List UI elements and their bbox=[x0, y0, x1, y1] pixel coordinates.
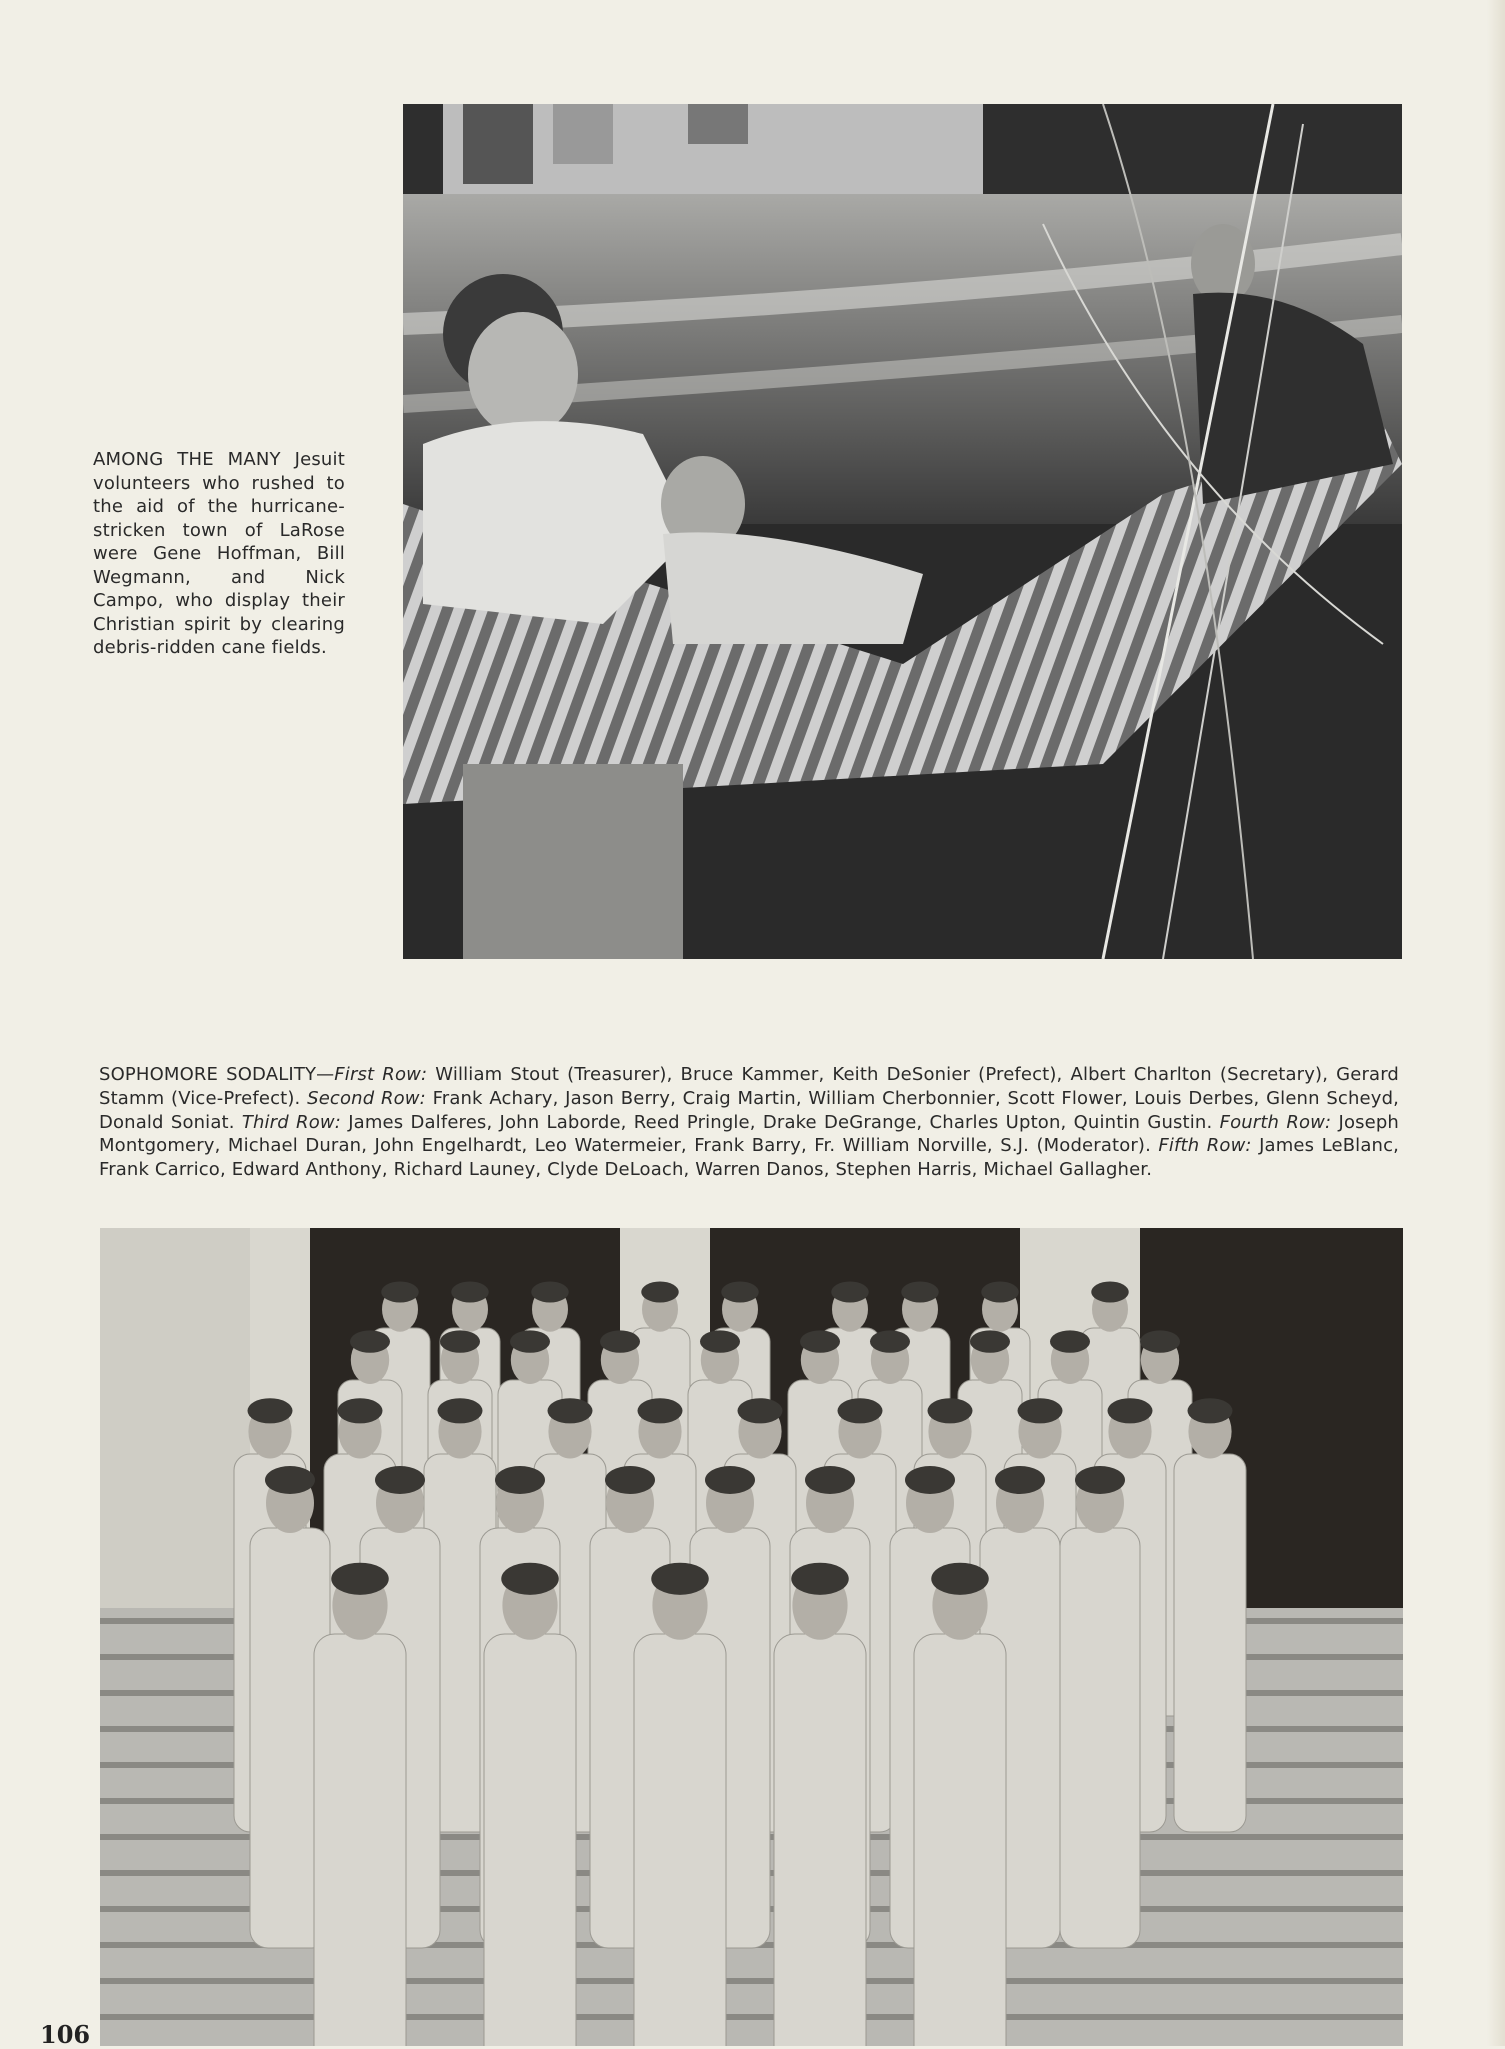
person-uniform bbox=[1060, 1528, 1140, 1948]
person-hair bbox=[451, 1282, 489, 1303]
person-hair bbox=[651, 1563, 709, 1595]
person-hair bbox=[350, 1330, 390, 1352]
row-label: First Row: bbox=[334, 1064, 428, 1085]
person-hair bbox=[1018, 1398, 1063, 1423]
person-hair bbox=[438, 1398, 483, 1423]
person-hair bbox=[381, 1282, 419, 1303]
person-uniform bbox=[484, 1634, 576, 2046]
person-hair bbox=[331, 1563, 389, 1595]
person-hair bbox=[338, 1398, 383, 1423]
row-names: Joseph Montgomery, Michael Duran, John Engelhardt, Leo Watermeier, Frank Barry, Fr. William Norville, S.J. (Moderator). bbox=[99, 1111, 1399, 1157]
person-hair bbox=[375, 1466, 425, 1494]
person-hair bbox=[440, 1330, 480, 1352]
person-hair bbox=[905, 1466, 955, 1494]
person-hair bbox=[531, 1282, 569, 1303]
person-uniform bbox=[1174, 1454, 1246, 1832]
person-uniform bbox=[314, 1634, 406, 2046]
caption-lead: AMONG THE MANY bbox=[93, 449, 281, 470]
page-edge bbox=[1487, 0, 1505, 2046]
caption-body: Jesuit volunteers who rushed to the aid of the hurricane-stricken town of LaRose were Gene Hoffman, Bill Wegmann, and Nick Campo, who display their Christian spirit by clearing debris-ridden cane fields. bbox=[93, 449, 345, 658]
person-hair bbox=[981, 1282, 1019, 1303]
person-hair bbox=[1091, 1282, 1129, 1303]
person-hair bbox=[721, 1282, 759, 1303]
caption-dash: — bbox=[316, 1064, 335, 1085]
person-uniform bbox=[774, 1634, 866, 2046]
person-hair bbox=[265, 1466, 315, 1494]
person-hair bbox=[1108, 1398, 1153, 1423]
top-photo-caption bbox=[93, 448, 345, 660]
person-hair bbox=[510, 1330, 550, 1352]
person-hair bbox=[831, 1282, 869, 1303]
person-hair bbox=[870, 1330, 910, 1352]
person-hair bbox=[495, 1466, 545, 1494]
person-hair bbox=[1050, 1330, 1090, 1352]
row-names: William Stout (Treasurer), Bruce Kammer, Keith DeSonier (Prefect), Albert Charlton (Secretary), Gerard Stamm (Vice-Prefect). bbox=[99, 1064, 1400, 1109]
person-uniform bbox=[634, 1634, 726, 2046]
row-names: Frank Achary, Jason Berry, Craig Martin, William Cherbonnier, Scott Flower, Louis Derbes, Glenn Scheyd, Donald Soniat. bbox=[99, 1087, 1400, 1133]
person-hair bbox=[1188, 1398, 1233, 1423]
person-hair bbox=[738, 1398, 783, 1423]
person-hair bbox=[705, 1466, 755, 1494]
sodality-group-photo bbox=[100, 1228, 1403, 2046]
person-hair bbox=[605, 1466, 655, 1494]
person-hair bbox=[838, 1398, 883, 1423]
person-hair bbox=[995, 1466, 1045, 1494]
person-hair bbox=[638, 1398, 683, 1423]
sodality-title: SOPHOMORE SODALITY bbox=[99, 1064, 317, 1085]
person-hair bbox=[548, 1398, 593, 1423]
person-hair bbox=[700, 1330, 740, 1352]
person-hair bbox=[970, 1330, 1010, 1352]
row-label: Second Row: bbox=[307, 1087, 426, 1109]
row-label: Third Row: bbox=[241, 1111, 341, 1133]
person-hair bbox=[800, 1330, 840, 1352]
person-hair bbox=[641, 1282, 679, 1303]
person-hair bbox=[791, 1563, 849, 1595]
row-label: Fifth Row: bbox=[1158, 1135, 1252, 1157]
volunteers-photo bbox=[403, 104, 1402, 959]
page-number: 106 bbox=[40, 2020, 91, 2049]
person-hair bbox=[931, 1563, 989, 1595]
row-names: James LeBlanc, Frank Carrico, Edward Anthony, Richard Launey, Clyde DeLoach, Warren Danos, Stephen Harris, Michael Gallagher. bbox=[99, 1135, 1399, 1181]
sodality-caption bbox=[99, 1063, 1399, 1182]
person-hair bbox=[501, 1563, 559, 1595]
person-uniform bbox=[914, 1634, 1006, 2046]
person-hair bbox=[901, 1282, 939, 1303]
person-hair bbox=[1075, 1466, 1125, 1494]
row-label: Fourth Row: bbox=[1219, 1111, 1332, 1133]
person-hair bbox=[1140, 1330, 1180, 1352]
person-hair bbox=[805, 1466, 855, 1494]
row-names: James Dalferes, John Laborde, Reed Pringle, Drake DeGrange, Charles Upton, Quintin Gustin. bbox=[348, 1111, 1213, 1133]
person-hair bbox=[248, 1398, 293, 1423]
person-hair bbox=[928, 1398, 973, 1423]
person-hair bbox=[600, 1330, 640, 1352]
